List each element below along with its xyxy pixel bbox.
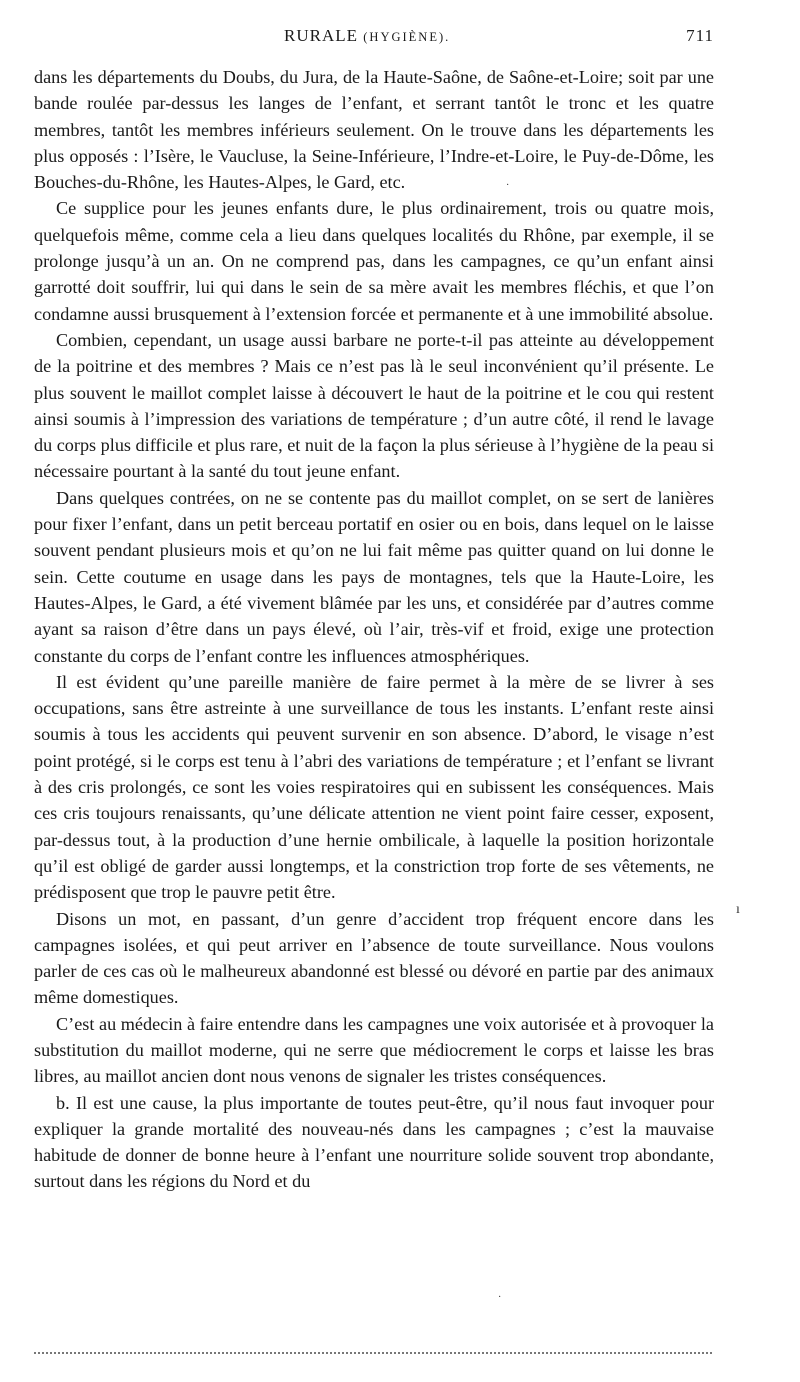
running-header [34, 26, 714, 50]
print-speck-bottom: · [498, 1292, 502, 1303]
running-title-main: RURALE [284, 26, 358, 45]
running-title-sub: (HYGIÈNE). [363, 30, 451, 44]
paragraph-5: Il est évident qu’une pareille manière de faire permet à la mère de se livrer à ses occupations, sans être astreinte à une surveillance de tous les instants. L’enfant reste ainsi soumis à tous les accidents qui peuvent survenir en son absence. D’abord, le visage n’est point protégé, si le corps est tenu à l’abri des variations de température ; et l’enfant se livrant à des cris prolongés, ce sont les voies respiratoires qui en subissent les conséquences. Mais ces cris toujours renaissants, qu’une délicate attention ne vient point faire cesser, exposent, par-dessus tout, à la production d’une hernie ombilicale, à laquelle la position horizontale qu’il est obligé de garder aussi longtemps, et la constriction trop forte de ses vêtements, ne prédisposent que trop le pauvre petit être. [34, 671, 714, 903]
page-number: 711 [686, 26, 714, 45]
page [34, 26, 714, 1195]
paragraph-7: C’est au médecin à faire entendre dans les campagnes une voix autorisée et à provoquer la substitution du maillot moderne, qui ne serre que médiocrement le corps et laisse les bras libres, au maillot ancien dont nous venons de signaler les tristes conséquences. [34, 1013, 714, 1087]
paragraph-1: dans les départements du Doubs, du Jura, de la Haute-Saône, de Saône-et-Loire; soit par une bande roulée par-dessus les langes de l’enfant, et serrant tantôt le tronc et les quatre membres, tantôt les membres inférieurs seulement. On le trouve dans les départements les plus opposés : l’Isère, le Vaucluse, la Seine-Inférieure, l’Indre-et-Loire, le Puy-de-Dôme, les Bouches-du-Rhône, les Hautes-Alpes, le Gard, etc. [34, 67, 714, 193]
footer-dotted-rule [34, 1352, 712, 1354]
paragraph-4: Dans quelques contrées, on ne se contente pas du maillot complet, on se sert de lanières pour fixer l’enfant, dans un petit berceau portatif en osier ou en bois, dans lequel on le laisse souvent pendant plusieurs mois et qu’on ne lui fait même pas quitter quand on lui donne le sein. Cette coutume en usage dans les pays de montagnes, tels que la Haute-Loire, les Hautes-Alpes, le Gard, a été vivement blâmée par les uns, et considérée par d’autres comme ayant sa raison d’être dans un pays élevé, où l’air, très-vif et froid, exige une protection constante du corps de l’enfant contre les influences atmosphériques. [34, 487, 714, 666]
margin-mark: ı [736, 902, 740, 917]
paragraph-2: Ce supplice pour les jeunes enfants dure, le plus ordinairement, trois ou quatre mois, quelquefois même, comme cela a lieu dans quelques localités du Rhône, par exemple, il se prolonge jusqu’à un an. On ne comprend pas, dans les campagnes, ce qu’un enfant ainsi garrotté doit souffrir, lui qui dans le sein de sa mère avait les membres fléchis, et que l’on condamne aussi brusquement à l’extension forcée et permanente et à une immobilité absolue. [34, 198, 714, 324]
running-title [284, 26, 450, 46]
paragraph-8: b. Il est une cause, la plus importante de toutes peut-être, qu’il nous faut invoquer pour expliquer la grande mortalité des nouveau-nés dans les campagnes ; c’est la mauvaise habitude de donner de bonne heure à l’enfant une nourriture solide souvent trop abondante, surtout dans les régions du Nord et du [34, 1092, 714, 1192]
print-speck: · [506, 180, 510, 191]
paragraph-6: Disons un mot, en passant, d’un genre d’accident trop fréquent encore dans les campagnes isolées, et qui peut arriver en l’absence de toute surveillance. Nous voulons parler de ces cas où le malheureux abandonné est blessé ou dévoré en partie par des animaux même domestiques. [34, 908, 714, 1008]
body-text [34, 64, 714, 1195]
paragraph-3: Combien, cependant, un usage aussi barbare ne porte-t-il pas atteinte au développement de la poitrine et des membres ? Mais ce n’est pas là le seul inconvénient qu’il présente. Le plus souvent le maillot complet laisse à découvert le haut de la poitrine et le cou qui restent ainsi soumis à l’impression des variations de température ; d’un autre côté, il rend le lavage du corps plus difficile et plus rare, et nuit de la façon la plus sérieuse à l’hygiène de la peau si nécessaire pourtant à la santé du tout jeune enfant. [34, 329, 714, 482]
